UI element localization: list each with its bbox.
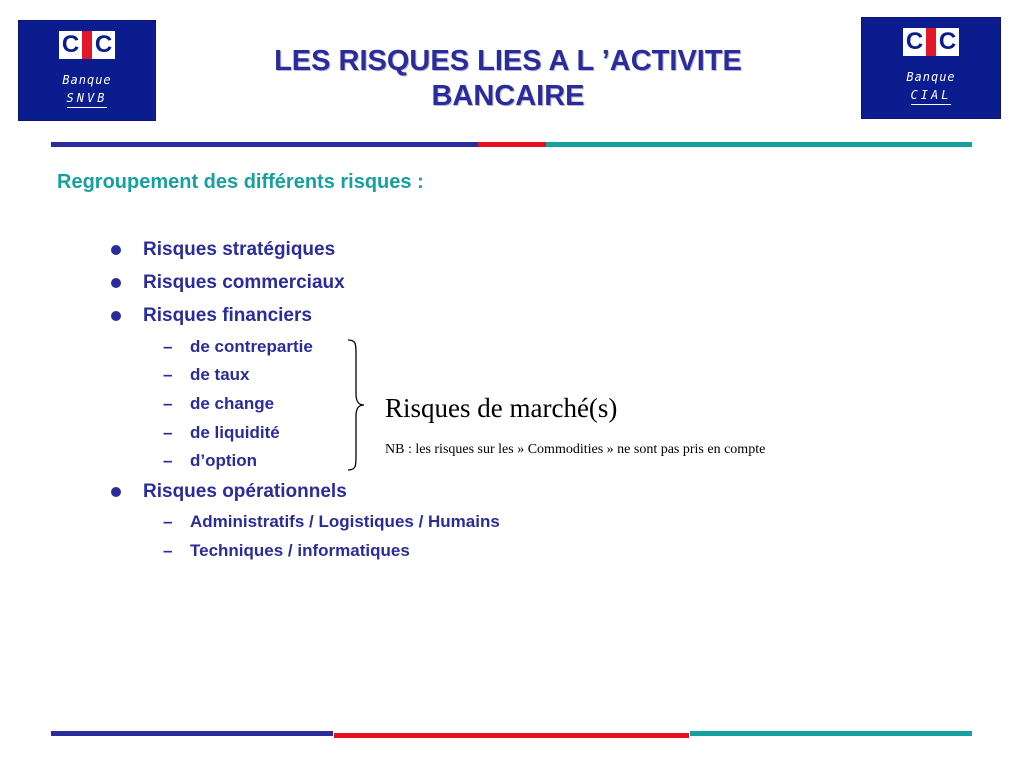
list-item-strategic [143, 239, 335, 261]
cic-letter-i [926, 28, 936, 56]
cic-letter-c: C [92, 31, 115, 59]
list-item-label: Risques financiers [143, 305, 312, 326]
sub-bullet-dash: – [163, 541, 173, 560]
bullet-dot [111, 487, 121, 497]
sub-bullet-dash: – [163, 451, 173, 470]
bullet-dot [111, 311, 121, 321]
sub-bullet-dash: – [163, 337, 173, 356]
sub-item-administrative [163, 512, 500, 532]
list-item-operational [143, 481, 347, 503]
cic-letter-c: C [903, 28, 926, 56]
logo-sub-label: CIAL [862, 88, 1000, 102]
section-subtitle: Regroupement des différents risques : [57, 171, 424, 193]
cic-snvb-logo [18, 20, 156, 121]
sub-item-rate [163, 365, 250, 385]
sub-item-liquidity [163, 423, 280, 443]
bullet-dot [111, 245, 121, 255]
list-item-commercial [143, 272, 345, 294]
bullet-dot [111, 278, 121, 288]
top-rule-teal [546, 142, 972, 147]
sub-item-label: de liquidité [190, 423, 280, 442]
sub-item-label: de change [190, 394, 275, 413]
cic-letter-c: C [936, 28, 959, 56]
sub-bullet-dash: – [163, 394, 173, 413]
sub-item-counterparty [163, 337, 313, 357]
sub-item-label: d’option [190, 451, 258, 470]
bottom-rule-navy [51, 731, 333, 736]
sub-item-option [163, 451, 258, 471]
logo-bank-label: Banque [906, 70, 956, 84]
sub-item-label: Administratifs / Logistiques / Humains [190, 512, 500, 531]
sub-item-exchange [163, 394, 275, 414]
right-brace-icon [344, 338, 368, 472]
cic-letter-i [82, 31, 92, 59]
cic-letter-c: C [59, 31, 82, 59]
cic-wordmark [903, 28, 959, 56]
sub-bullet-dash: – [163, 512, 173, 531]
cic-cial-logo [861, 17, 1001, 119]
nb-note: NB : les risques sur les » Commodities » ne sont pas pris en compte [385, 442, 766, 457]
logo-bank-label: Banque [62, 73, 112, 87]
market-risks-label: Risques de marché(s) [385, 393, 618, 423]
top-rule-red [478, 142, 546, 147]
sub-item-label: de taux [190, 365, 250, 384]
bottom-rule-teal [690, 731, 972, 736]
sub-item-label: de contrepartie [190, 337, 313, 356]
slide-title-line1: LES RISQUES LIES A L ’ACTIVITE [274, 45, 742, 77]
logo-sub-label: SNVB [19, 91, 155, 105]
list-item-financial [143, 305, 312, 327]
cic-wordmark [59, 31, 115, 59]
sub-item-label: Techniques / informatiques [190, 541, 410, 560]
top-rule-navy [51, 142, 478, 147]
bottom-rule-red [334, 733, 689, 738]
list-item-label: Risques stratégiques [143, 239, 336, 260]
list-item-label: Risques opérationnels [143, 481, 347, 502]
slide-title-line2: BANCAIRE [431, 80, 585, 112]
sub-bullet-dash: – [163, 365, 173, 384]
list-item-label: Risques commerciaux [143, 272, 345, 293]
sub-bullet-dash: – [163, 423, 173, 442]
sub-item-technical [163, 541, 410, 561]
slide-title [200, 44, 816, 114]
